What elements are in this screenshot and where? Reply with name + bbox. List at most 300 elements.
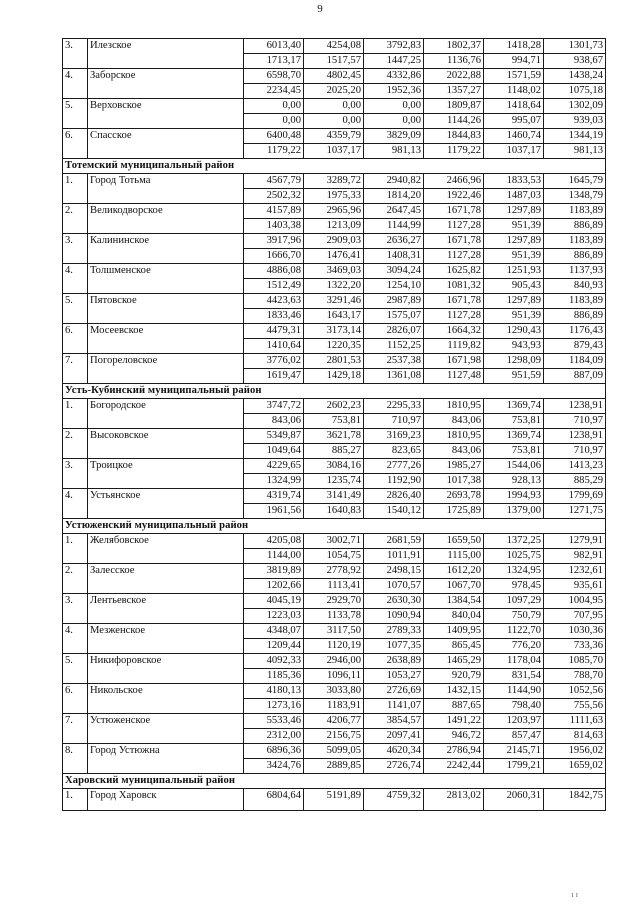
district-name: Устюженский муниципальный район <box>63 519 606 534</box>
settlement-subrow <box>63 369 606 384</box>
value-cell: 2813,02 <box>424 789 484 811</box>
settlement-name-cell <box>88 729 244 744</box>
value-cell: 1713,17 <box>244 54 304 69</box>
value-cell: 4359,79 <box>304 129 364 144</box>
value-cell: 2145,71 <box>484 744 544 759</box>
value-cell: 6400,48 <box>244 129 304 144</box>
settlement-name-cell: Мезженское <box>88 624 244 639</box>
settlement-subrow <box>63 474 606 489</box>
row-number-cell: 3. <box>63 594 88 609</box>
value-cell: 753,81 <box>484 414 544 429</box>
row-number-cell: 1. <box>63 399 88 414</box>
value-cell: 1301,73 <box>544 39 606 54</box>
value-cell: 1049,64 <box>244 444 304 459</box>
row-number-cell: 6. <box>63 684 88 699</box>
row-number-cell <box>63 279 88 294</box>
value-cell: 2234,45 <box>244 84 304 99</box>
value-cell: 3117,50 <box>304 624 364 639</box>
value-cell: 776,20 <box>484 639 544 654</box>
value-cell: 3291,46 <box>304 294 364 309</box>
value-cell: 2946,00 <box>304 654 364 669</box>
settlement-name-cell: Никифоровское <box>88 654 244 669</box>
value-cell: 1183,89 <box>544 204 606 219</box>
value-cell: 1961,56 <box>244 504 304 519</box>
settlement-name-cell: Залесское <box>88 564 244 579</box>
value-cell: 4423,63 <box>244 294 304 309</box>
value-cell: 1183,91 <box>304 699 364 714</box>
settlement-name-cell <box>88 369 244 384</box>
settlement-row <box>63 654 606 669</box>
settlement-name-cell: Великодворское <box>88 204 244 219</box>
settlement-name-cell: Никольское <box>88 684 244 699</box>
value-cell: 1120,19 <box>304 639 364 654</box>
value-cell: 1148,02 <box>484 84 544 99</box>
value-cell: 1575,07 <box>364 309 424 324</box>
value-cell: 3747,72 <box>244 399 304 414</box>
value-cell: 4229,65 <box>244 459 304 474</box>
settlement-subrow <box>63 639 606 654</box>
value-cell: 1975,33 <box>304 189 364 204</box>
value-cell: 4759,32 <box>364 789 424 811</box>
value-cell: 1844,83 <box>424 129 484 144</box>
row-number-cell <box>63 729 88 744</box>
row-number-cell <box>63 669 88 684</box>
value-cell: 1144,99 <box>364 219 424 234</box>
settlement-row <box>63 624 606 639</box>
row-number-cell: 5. <box>63 654 88 669</box>
value-cell: 995,07 <box>484 114 544 129</box>
district-header-row <box>63 384 606 399</box>
value-cell: 1814,20 <box>364 189 424 204</box>
settlement-row <box>63 264 606 279</box>
value-cell: 1408,31 <box>364 249 424 264</box>
settlement-name-cell: Город Устюжна <box>88 744 244 759</box>
value-cell: 928,13 <box>484 474 544 489</box>
value-cell: 1298,09 <box>484 354 544 369</box>
settlement-row <box>63 174 606 189</box>
value-cell: 1410,64 <box>244 339 304 354</box>
settlement-name-cell <box>88 444 244 459</box>
value-cell: 1178,04 <box>484 654 544 669</box>
value-cell: 2965,96 <box>304 204 364 219</box>
value-cell: 0,00 <box>364 114 424 129</box>
settlement-name-cell: Желябовское <box>88 534 244 549</box>
row-number-cell: 1. <box>63 534 88 549</box>
value-cell: 1279,91 <box>544 534 606 549</box>
row-number-cell <box>63 219 88 234</box>
row-number-cell: 1. <box>63 789 88 811</box>
value-cell: 1322,20 <box>304 279 364 294</box>
value-cell: 1144,00 <box>244 549 304 564</box>
value-cell: 2156,75 <box>304 729 364 744</box>
value-cell: 6804,64 <box>244 789 304 811</box>
settlement-row <box>63 789 606 811</box>
value-cell: 1544,06 <box>484 459 544 474</box>
row-number-cell: 2. <box>63 564 88 579</box>
value-cell: 4319,74 <box>244 489 304 504</box>
value-cell: 1251,93 <box>484 264 544 279</box>
row-number-cell: 6. <box>63 324 88 339</box>
value-cell: 1413,23 <box>544 459 606 474</box>
row-number-cell <box>63 444 88 459</box>
settlement-name-cell: Устюженское <box>88 714 244 729</box>
value-cell: 1254,10 <box>364 279 424 294</box>
value-cell: 1802,37 <box>424 39 484 54</box>
value-cell: 1357,27 <box>424 84 484 99</box>
value-cell: 1011,91 <box>364 549 424 564</box>
value-cell: 2789,33 <box>364 624 424 639</box>
value-cell: 1144,90 <box>484 684 544 699</box>
settlement-subrow <box>63 114 606 129</box>
settlement-name-cell: Город Харовск <box>88 789 244 811</box>
row-number-cell: 2. <box>63 429 88 444</box>
value-cell: 1379,00 <box>484 504 544 519</box>
row-number-cell <box>63 54 88 69</box>
settlement-name-cell <box>88 144 244 159</box>
value-cell: 887,09 <box>544 369 606 384</box>
value-cell: 1136,76 <box>424 54 484 69</box>
value-cell: 1271,75 <box>544 504 606 519</box>
value-cell: 3621,78 <box>304 429 364 444</box>
value-cell: 935,61 <box>544 579 606 594</box>
value-cell: 1833,53 <box>484 174 544 189</box>
district-name: Харовский муниципальный район <box>63 774 606 789</box>
value-cell: 1671,78 <box>424 234 484 249</box>
settlement-row <box>63 429 606 444</box>
value-cell: 1809,87 <box>424 99 484 114</box>
value-cell: 1994,93 <box>484 489 544 504</box>
settlement-subrow <box>63 699 606 714</box>
row-number-cell <box>63 609 88 624</box>
value-cell: 1052,56 <box>544 684 606 699</box>
value-cell: 886,89 <box>544 309 606 324</box>
value-cell: 1127,28 <box>424 249 484 264</box>
settlement-name-cell: Город Тотьма <box>88 174 244 189</box>
settlement-name-cell <box>88 114 244 129</box>
value-cell: 2826,07 <box>364 324 424 339</box>
value-cell: 2242,44 <box>424 759 484 774</box>
settlement-name-cell <box>88 549 244 564</box>
value-cell: 1956,02 <box>544 744 606 759</box>
settlement-name-cell: Богородское <box>88 399 244 414</box>
row-number-cell <box>63 369 88 384</box>
settlement-subrow <box>63 669 606 684</box>
settlement-name-cell: Калининское <box>88 234 244 249</box>
value-cell: 1659,02 <box>544 759 606 774</box>
value-cell: 2466,96 <box>424 174 484 189</box>
value-cell: 2602,23 <box>304 399 364 414</box>
value-cell: 3792,83 <box>364 39 424 54</box>
value-cell: 1429,18 <box>304 369 364 384</box>
settlement-name-cell <box>88 609 244 624</box>
value-cell: 710,97 <box>544 414 606 429</box>
row-number-cell: 5. <box>63 99 88 114</box>
value-cell: 1666,70 <box>244 249 304 264</box>
value-cell: 886,89 <box>544 219 606 234</box>
value-cell: 1179,22 <box>244 144 304 159</box>
settlement-name-cell: Троицкое <box>88 459 244 474</box>
value-cell: 5533,46 <box>244 714 304 729</box>
value-cell: 1297,89 <box>484 204 544 219</box>
value-cell: 1176,43 <box>544 324 606 339</box>
value-cell: 1418,28 <box>484 39 544 54</box>
value-cell: 4620,34 <box>364 744 424 759</box>
value-cell: 1985,27 <box>424 459 484 474</box>
value-cell: 1085,70 <box>544 654 606 669</box>
settlement-name-cell: Высоковское <box>88 429 244 444</box>
value-cell: 951,59 <box>484 369 544 384</box>
value-cell: 710,97 <box>364 414 424 429</box>
value-cell: 1487,03 <box>484 189 544 204</box>
value-cell: 1152,25 <box>364 339 424 354</box>
settlement-subrow <box>63 579 606 594</box>
value-cell: 1090,94 <box>364 609 424 624</box>
value-cell: 1540,12 <box>364 504 424 519</box>
value-cell: 2502,32 <box>244 189 304 204</box>
value-cell: 0,00 <box>244 114 304 129</box>
value-cell: 1096,11 <box>304 669 364 684</box>
value-cell: 733,36 <box>544 639 606 654</box>
value-cell: 981,13 <box>364 144 424 159</box>
row-number-cell: 1. <box>63 174 88 189</box>
settlement-name-cell <box>88 579 244 594</box>
value-cell: 1799,69 <box>544 489 606 504</box>
value-cell: 2909,03 <box>304 234 364 249</box>
row-number-cell: 7. <box>63 354 88 369</box>
row-number-cell <box>63 414 88 429</box>
value-cell: 885,27 <box>304 444 364 459</box>
value-cell: 1671,78 <box>424 204 484 219</box>
settlement-name-cell <box>88 279 244 294</box>
value-cell: 4567,79 <box>244 174 304 189</box>
value-cell: 1075,18 <box>544 84 606 99</box>
value-cell: 938,67 <box>544 54 606 69</box>
row-number-cell <box>63 144 88 159</box>
value-cell: 1491,22 <box>424 714 484 729</box>
value-cell: 1113,41 <box>304 579 364 594</box>
value-cell: 3084,16 <box>304 459 364 474</box>
value-cell: 1127,28 <box>424 309 484 324</box>
value-cell: 1842,75 <box>544 789 606 811</box>
settlement-name-cell: Заборское <box>88 69 244 84</box>
value-cell: 2929,70 <box>304 594 364 609</box>
value-cell: 5099,05 <box>304 744 364 759</box>
value-cell: 3002,71 <box>304 534 364 549</box>
value-cell: 1203,97 <box>484 714 544 729</box>
row-number-cell <box>63 309 88 324</box>
settlement-row <box>63 714 606 729</box>
page-number: 9 <box>317 3 323 15</box>
value-cell: 1612,20 <box>424 564 484 579</box>
value-cell: 978,45 <box>484 579 544 594</box>
value-cell: 2786,94 <box>424 744 484 759</box>
value-cell: 1127,48 <box>424 369 484 384</box>
value-cell: 1030,36 <box>544 624 606 639</box>
row-number-cell: 6. <box>63 129 88 144</box>
value-cell: 2647,45 <box>364 204 424 219</box>
settlement-name-cell <box>88 699 244 714</box>
value-cell: 1659,50 <box>424 534 484 549</box>
row-number-cell: 7. <box>63 714 88 729</box>
value-cell: 879,43 <box>544 339 606 354</box>
value-cell: 1297,89 <box>484 234 544 249</box>
district-header-row <box>63 159 606 174</box>
value-cell: 0,00 <box>244 99 304 114</box>
value-cell: 753,81 <box>304 414 364 429</box>
value-cell: 798,40 <box>484 699 544 714</box>
value-cell: 1297,89 <box>484 294 544 309</box>
value-cell: 3173,14 <box>304 324 364 339</box>
settlement-subrow <box>63 309 606 324</box>
settlement-row <box>63 354 606 369</box>
value-cell: 1465,29 <box>424 654 484 669</box>
value-cell: 2681,59 <box>364 534 424 549</box>
value-cell: 3424,76 <box>244 759 304 774</box>
settlement-row <box>63 489 606 504</box>
settlement-subrow <box>63 339 606 354</box>
value-cell: 3829,09 <box>364 129 424 144</box>
value-cell: 1625,82 <box>424 264 484 279</box>
value-cell: 4348,07 <box>244 624 304 639</box>
value-cell: 4157,89 <box>244 204 304 219</box>
value-cell: 1141,07 <box>364 699 424 714</box>
value-cell: 2889,85 <box>304 759 364 774</box>
value-cell: 1067,70 <box>424 579 484 594</box>
value-cell: 1517,57 <box>304 54 364 69</box>
settlement-name-cell: Илезское <box>88 39 244 54</box>
value-cell: 1810,95 <box>424 399 484 414</box>
value-cell: 2801,53 <box>304 354 364 369</box>
value-cell: 4045,19 <box>244 594 304 609</box>
value-cell: 1183,89 <box>544 234 606 249</box>
settlement-name-cell: Пятовское <box>88 294 244 309</box>
value-cell: 1324,99 <box>244 474 304 489</box>
value-cell: 2638,89 <box>364 654 424 669</box>
value-cell: 1137,93 <box>544 264 606 279</box>
row-number-cell <box>63 699 88 714</box>
row-number-cell <box>63 189 88 204</box>
value-cell: 4206,77 <box>304 714 364 729</box>
value-cell: 1409,95 <box>424 624 484 639</box>
settlement-row <box>63 684 606 699</box>
value-cell: 2537,38 <box>364 354 424 369</box>
row-number-cell <box>63 579 88 594</box>
value-cell: 1810,95 <box>424 429 484 444</box>
value-cell: 905,43 <box>484 279 544 294</box>
value-cell: 4802,45 <box>304 69 364 84</box>
value-cell: 840,04 <box>424 609 484 624</box>
value-cell: 1344,19 <box>544 129 606 144</box>
settlement-subrow <box>63 759 606 774</box>
value-cell: 1202,66 <box>244 579 304 594</box>
value-cell: 1223,03 <box>244 609 304 624</box>
value-cell: 0,00 <box>304 114 364 129</box>
value-cell: 4205,08 <box>244 534 304 549</box>
value-cell: 1302,09 <box>544 99 606 114</box>
value-cell: 707,95 <box>544 609 606 624</box>
value-cell: 1447,25 <box>364 54 424 69</box>
settlement-subrow <box>63 609 606 624</box>
settlement-name-cell <box>88 84 244 99</box>
value-cell: 1144,26 <box>424 114 484 129</box>
settlement-row <box>63 324 606 339</box>
settlement-row <box>63 204 606 219</box>
value-cell: 0,00 <box>364 99 424 114</box>
value-cell: 3033,80 <box>304 684 364 699</box>
value-cell: 3819,89 <box>244 564 304 579</box>
row-number-cell <box>63 249 88 264</box>
value-cell: 1054,75 <box>304 549 364 564</box>
value-cell: 1185,36 <box>244 669 304 684</box>
value-cell: 6013,40 <box>244 39 304 54</box>
value-cell: 5349,87 <box>244 429 304 444</box>
settlement-row <box>63 399 606 414</box>
settlement-subrow <box>63 84 606 99</box>
value-cell: 0,00 <box>304 99 364 114</box>
value-cell: 1004,95 <box>544 594 606 609</box>
settlement-row <box>63 69 606 84</box>
value-cell: 1418,64 <box>484 99 544 114</box>
value-cell: 1476,41 <box>304 249 364 264</box>
value-cell: 1403,38 <box>244 219 304 234</box>
value-cell: 1077,35 <box>364 639 424 654</box>
value-cell: 843,06 <box>424 444 484 459</box>
value-cell: 3854,57 <box>364 714 424 729</box>
value-cell: 843,06 <box>424 414 484 429</box>
row-number-cell <box>63 639 88 654</box>
settlement-subrow <box>63 504 606 519</box>
settlement-row <box>63 744 606 759</box>
settlement-subrow <box>63 189 606 204</box>
row-number-cell: 3. <box>63 234 88 249</box>
value-cell: 1127,28 <box>424 219 484 234</box>
value-cell: 2778,92 <box>304 564 364 579</box>
settlement-name-cell <box>88 189 244 204</box>
row-number-cell <box>63 84 88 99</box>
row-number-cell: 4. <box>63 69 88 84</box>
value-cell: 843,06 <box>244 414 304 429</box>
row-number-cell: 4. <box>63 264 88 279</box>
value-cell: 1348,79 <box>544 189 606 204</box>
value-cell: 1369,74 <box>484 429 544 444</box>
settlement-subrow <box>63 549 606 564</box>
value-cell: 1235,74 <box>304 474 364 489</box>
value-cell: 2987,89 <box>364 294 424 309</box>
value-cell: 4180,13 <box>244 684 304 699</box>
value-cell: 2295,33 <box>364 399 424 414</box>
value-cell: 1192,90 <box>364 474 424 489</box>
settlement-row <box>63 129 606 144</box>
settlement-subrow <box>63 54 606 69</box>
value-cell: 2726,74 <box>364 759 424 774</box>
row-number-cell: 3. <box>63 459 88 474</box>
settlement-name-cell: Верховское <box>88 99 244 114</box>
tariff-table-body <box>63 39 606 811</box>
value-cell: 1438,24 <box>544 69 606 84</box>
value-cell: 2097,41 <box>364 729 424 744</box>
value-cell: 994,71 <box>484 54 544 69</box>
value-cell: 1671,78 <box>424 294 484 309</box>
settlement-name-cell <box>88 249 244 264</box>
value-cell: 3776,02 <box>244 354 304 369</box>
value-cell: 1512,49 <box>244 279 304 294</box>
settlement-name-cell <box>88 54 244 69</box>
settlement-name-cell <box>88 669 244 684</box>
value-cell: 6598,70 <box>244 69 304 84</box>
settlement-subrow <box>63 249 606 264</box>
value-cell: 981,13 <box>544 144 606 159</box>
value-cell: 1952,36 <box>364 84 424 99</box>
